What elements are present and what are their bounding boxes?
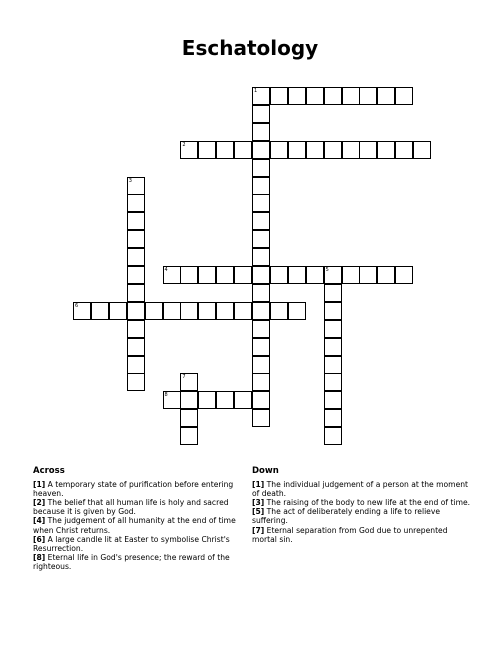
- crossword-cell[interactable]: [324, 391, 342, 409]
- cell-number: 6: [75, 302, 79, 309]
- crossword-cell[interactable]: [127, 248, 145, 266]
- crossword-cell[interactable]: [198, 391, 216, 409]
- crossword-cell[interactable]: [359, 141, 377, 159]
- crossword-cell[interactable]: [180, 391, 198, 409]
- crossword-cell[interactable]: [127, 177, 145, 195]
- crossword-cell[interactable]: [252, 356, 270, 374]
- crossword-cell[interactable]: [127, 338, 145, 356]
- crossword-cell[interactable]: [216, 141, 234, 159]
- crossword-cell[interactable]: [324, 427, 342, 445]
- clue-number: [3]: [252, 498, 265, 508]
- crossword-cell[interactable]: [163, 391, 181, 409]
- clue-down-3: [252, 498, 474, 507]
- crossword-cell[interactable]: [270, 302, 288, 320]
- clue-text: A large candle lit at Easter to symbolise Christ's Resurrection.: [33, 534, 230, 553]
- cell-number: 5: [325, 267, 329, 273]
- crossword-cell[interactable]: [234, 302, 252, 320]
- crossword-cell[interactable]: [216, 391, 234, 409]
- clue-number: [5]: [252, 507, 265, 517]
- clue-text: A temporary state of purification before entering heaven.: [33, 480, 234, 499]
- across-clues: [33, 467, 251, 571]
- crossword-cell[interactable]: [198, 302, 216, 320]
- clue-number: [1]: [33, 480, 46, 490]
- crossword-cell[interactable]: [163, 266, 181, 284]
- crossword-cell[interactable]: [91, 302, 109, 320]
- crossword-cell[interactable]: [234, 266, 252, 284]
- crossword-cell[interactable]: [395, 266, 413, 284]
- crossword-cell[interactable]: [395, 141, 413, 159]
- crossword-cell[interactable]: [324, 141, 342, 159]
- crossword-cell[interactable]: [359, 87, 377, 105]
- crossword-cell[interactable]: [73, 302, 91, 320]
- clue-text: Eternal separation from God due to unrepented mortal sin.: [252, 525, 448, 544]
- across-heading: Across: [33, 466, 65, 476]
- crossword-cell[interactable]: [252, 409, 270, 427]
- crossword-cell[interactable]: [252, 338, 270, 356]
- cell-number: 4: [164, 267, 168, 273]
- down-clues: [252, 467, 474, 544]
- clue-text: The judgement of all humanity at the end of time when Christ returns.: [33, 516, 236, 535]
- crossword-cell[interactable]: [180, 373, 198, 391]
- crossword-cell[interactable]: [252, 177, 270, 195]
- clue-across-1: [33, 480, 251, 498]
- clue-text: The raising of the body to new life at the end of time.: [266, 498, 471, 508]
- clue-text: The act of deliberately ending a life to relieve suffering.: [252, 507, 441, 526]
- crossword-cell[interactable]: [127, 230, 145, 248]
- crossword-cell[interactable]: [395, 87, 413, 105]
- crossword-cell[interactable]: [180, 409, 198, 427]
- crossword-cell[interactable]: [270, 266, 288, 284]
- crossword-cell[interactable]: [288, 141, 306, 159]
- crossword-cell[interactable]: [306, 141, 324, 159]
- crossword-cell[interactable]: [252, 159, 270, 177]
- crossword-cell[interactable]: [252, 373, 270, 391]
- crossword-cell[interactable]: [252, 87, 270, 105]
- cell-number: 2: [182, 141, 186, 148]
- crossword-cell[interactable]: [413, 141, 431, 159]
- crossword-cell[interactable]: [306, 87, 324, 105]
- crossword-cell[interactable]: [127, 373, 145, 391]
- crossword-cell[interactable]: [234, 391, 252, 409]
- crossword-cell[interactable]: [288, 87, 306, 105]
- crossword-cell[interactable]: [324, 373, 342, 391]
- crossword-cell[interactable]: [216, 266, 234, 284]
- crossword-cell[interactable]: [324, 338, 342, 356]
- crossword-cell[interactable]: [145, 302, 163, 320]
- crossword-cell[interactable]: [163, 302, 181, 320]
- crossword-cell[interactable]: [324, 266, 342, 284]
- crossword-cell[interactable]: [180, 141, 198, 159]
- cell-number: 1: [254, 88, 258, 94]
- crossword-cell[interactable]: [252, 194, 270, 212]
- crossword-cell[interactable]: [180, 427, 198, 445]
- clue-text: The individual judgement of a person at the moment of death.: [252, 480, 469, 499]
- crossword-cell[interactable]: [288, 302, 306, 320]
- clue-number: [6]: [33, 534, 46, 544]
- crossword-cell[interactable]: [234, 141, 252, 159]
- crossword-cell[interactable]: [377, 87, 395, 105]
- crossword-cell[interactable]: [252, 105, 270, 123]
- crossword-cell[interactable]: [324, 356, 342, 374]
- crossword-cell[interactable]: [252, 212, 270, 230]
- clue-number: [2]: [33, 498, 46, 508]
- crossword-cell[interactable]: [198, 141, 216, 159]
- clue-text: The belief that all human life is holy and sacred because it is given by God.: [33, 498, 229, 517]
- crossword-cell[interactable]: [127, 284, 145, 302]
- clue-number: [8]: [33, 552, 46, 562]
- crossword-cell[interactable]: [180, 266, 198, 284]
- crossword-cell[interactable]: [270, 87, 288, 105]
- crossword-cell[interactable]: [252, 266, 270, 284]
- clue-text: Eternal life in God's presence; the reward of the righteous.: [33, 552, 230, 571]
- crossword-cell[interactable]: [127, 212, 145, 230]
- crossword-cell[interactable]: [359, 266, 377, 284]
- crossword-cell[interactable]: [324, 320, 342, 338]
- crossword-cell[interactable]: [252, 284, 270, 302]
- crossword-cell[interactable]: [252, 248, 270, 266]
- crossword-cell[interactable]: [252, 230, 270, 248]
- clue-down-5: [252, 507, 474, 525]
- crossword-cell[interactable]: [127, 320, 145, 338]
- crossword-cell[interactable]: [342, 87, 360, 105]
- crossword-cell[interactable]: [324, 409, 342, 427]
- clue-number: [1]: [252, 480, 265, 490]
- crossword-cell[interactable]: [127, 356, 145, 374]
- clue-down-1: [252, 480, 474, 498]
- crossword-cell[interactable]: [127, 266, 145, 284]
- crossword-cell[interactable]: [270, 141, 288, 159]
- cell-number: 7: [182, 374, 186, 381]
- crossword-cell[interactable]: [342, 141, 360, 159]
- crossword-cell[interactable]: [198, 266, 216, 284]
- cell-number: 3: [128, 177, 132, 184]
- clue-number: [4]: [33, 516, 46, 526]
- crossword-cell[interactable]: [324, 87, 342, 105]
- clue-across-6: [33, 535, 251, 553]
- crossword-cell[interactable]: [377, 141, 395, 159]
- cell-number: 8: [164, 392, 168, 399]
- clue-across-2: [33, 498, 251, 516]
- crossword-cell[interactable]: [252, 141, 270, 159]
- clue-number: [7]: [252, 525, 265, 535]
- crossword-cell[interactable]: [306, 266, 324, 284]
- clue-down-7: [252, 526, 474, 544]
- crossword-cell[interactable]: [180, 302, 198, 320]
- clue-across-4: [33, 516, 251, 534]
- clue-across-8: [33, 553, 251, 571]
- crossword-cell[interactable]: [324, 284, 342, 302]
- crossword-cell[interactable]: [252, 391, 270, 409]
- crossword-cell[interactable]: [127, 302, 145, 320]
- down-heading: Down: [252, 466, 279, 476]
- crossword-cell[interactable]: [377, 266, 395, 284]
- crossword-cell[interactable]: [216, 302, 234, 320]
- crossword-cell[interactable]: [324, 302, 342, 320]
- crossword-cell[interactable]: [342, 266, 360, 284]
- crossword-cell[interactable]: [288, 266, 306, 284]
- page-title: Eschatology: [181, 36, 319, 60]
- crossword-cell[interactable]: [109, 302, 127, 320]
- crossword-cell[interactable]: [252, 123, 270, 141]
- crossword-cell[interactable]: [252, 302, 270, 320]
- crossword-cell[interactable]: [127, 194, 145, 212]
- crossword-cell[interactable]: [252, 320, 270, 338]
